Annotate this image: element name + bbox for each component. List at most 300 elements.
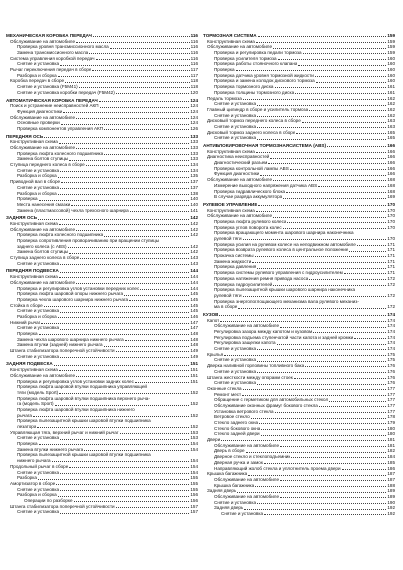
dot-leader [319, 406, 387, 407]
dot-leader [59, 277, 190, 278]
dot-leader [80, 258, 189, 259]
dot-leader [96, 59, 190, 60]
toc-page-number: 124 [190, 120, 198, 126]
toc-entry-title: ТОРМОЗНАЯ СИСТЕМА [203, 32, 257, 38]
toc-entry-title: Стойка в сборе [10, 302, 43, 308]
toc-entry [6, 208, 198, 214]
dot-leader [342, 469, 387, 470]
toc-page-number: 117 [190, 72, 198, 78]
dot-leader [104, 129, 189, 130]
toc-entry-title: ПЕРЕДНЯЯ ПОДВЕСКА [6, 268, 59, 274]
toc-page-number: 135 [190, 173, 198, 179]
dot-leader [69, 253, 189, 254]
toc-entry-title: Замена (пластмассовой) чехла трехосного шарнира [17, 207, 129, 213]
toc-page-number: 168 [387, 182, 395, 188]
dot-leader [238, 308, 386, 309]
toc-entry-title: Прокачка системы [214, 253, 254, 259]
toc-entry-title: АВТОМАТИЧЕСКАЯ КОРОБКА ПЕРЕДАЧ [6, 97, 98, 103]
dot-leader [273, 217, 386, 218]
dot-leader [120, 433, 190, 434]
toc-entry-title: Проверка усилия на рулевом колесе на неподвижном автомобиле [214, 241, 356, 247]
toc-page-number: 177 [387, 391, 395, 397]
toc-entry-title: Проверка и регулировка углов установки задних колес [17, 378, 134, 384]
toc-entry-title: Конструктивная схема [207, 207, 255, 213]
dot-leader [60, 65, 190, 66]
dot-leader [275, 87, 387, 88]
toc-page-number: 133 [190, 156, 198, 162]
toc-page-number: 145 [190, 302, 198, 308]
toc-entry-title: Замена болтов ступицы [17, 249, 69, 255]
dot-leader [104, 154, 189, 155]
toc-entry-title: Дверка наливной горловины топливного бака [207, 363, 305, 369]
toc-entry-title: Основные проверки [17, 120, 60, 126]
toc-entry-title: Двери [207, 437, 221, 443]
dot-leader [246, 452, 387, 453]
toc-page-number: 116 [190, 50, 198, 56]
dot-leader [268, 163, 386, 164]
toc-page-number: 126 [190, 125, 198, 131]
toc-entry-title: Снятие и установка [17, 435, 60, 441]
dot-leader [38, 479, 189, 480]
toc-page-number: 140 [190, 201, 198, 207]
dot-leader [257, 116, 386, 117]
dot-leader [52, 461, 190, 462]
toc-entry-title: Проверка пылезащитной крышки шарового шарнира наконечника [214, 287, 356, 293]
toc-entry [6, 126, 198, 132]
toc-entry-title: Снятие и установка [17, 260, 60, 266]
toc-entry-title: Проверка контрольной лампы ABS [214, 165, 289, 171]
toc-page-number: 137 [190, 179, 198, 185]
toc-entry-title: Снятие и установка [214, 123, 257, 129]
toc-page-number: 148 [190, 336, 198, 342]
toc-page-number: 160 [387, 61, 395, 67]
dot-leader [257, 127, 386, 128]
toc-page-number: 133 [190, 133, 198, 139]
toc-entry-title: Дверная ручка и замок [214, 459, 263, 465]
toc-entry-title: Конструктивная схема [10, 220, 58, 226]
toc-entry [6, 90, 198, 96]
toc-entry-title: Крылья [207, 351, 224, 357]
toc-page-number: 144 [190, 279, 198, 285]
toc-page-number: 176 [387, 363, 395, 369]
dot-leader [41, 323, 189, 324]
toc-page-number: 154 [190, 441, 198, 447]
toc-page-number: 118 [190, 84, 198, 90]
dot-leader [55, 405, 190, 406]
toc-page-number: 145 [190, 308, 198, 314]
toc-page-number: 116 [190, 55, 198, 61]
dot-leader [60, 473, 189, 474]
toc-page-number: 172 [387, 275, 395, 281]
toc-entry-title: ЗАДНЯЯ ПОДВЕСКА [6, 361, 53, 367]
dot-leader [58, 194, 190, 195]
toc-page-number: 133 [190, 145, 198, 151]
toc-page-number: 170 [387, 213, 395, 219]
toc-page-number: 170 [387, 224, 395, 230]
toc-entry-title: Обслуживание на автомобиле [10, 226, 76, 232]
dot-leader [309, 279, 386, 280]
dot-leader [344, 273, 387, 274]
dot-leader [58, 76, 190, 77]
toc-entry-title: Регулировка защелки капота [214, 340, 276, 346]
dot-leader [255, 256, 387, 257]
toc-page-number: 124 [190, 97, 198, 103]
toc-entry-title: Амортизатор в сборе [10, 480, 56, 486]
toc-entry-title: Обслуживание на автомобиле [207, 177, 273, 183]
dot-leader [273, 180, 386, 181]
toc-entry-title: Приводной вал в сборе [10, 179, 61, 185]
toc-entry-title: МЕХАНИЧЕСКАЯ КОРОБКА ПЕРЕДАЧ [6, 32, 92, 38]
toc-page-number: 169 [387, 194, 395, 200]
toc-entry-title: Проверка возврата рулевого колеса в центральное положение [214, 247, 349, 253]
toc-entry [203, 511, 395, 517]
toc-page-number: 161 [387, 84, 395, 90]
toc-page-number: 174 [387, 317, 395, 323]
toc-entry-title: Измерение выходного напряжения датчика ABS [214, 182, 318, 188]
dot-leader [93, 36, 190, 37]
toc-entry-title: Дверь в сборе [214, 448, 245, 454]
toc-entry-title: Снятие и установка [17, 469, 60, 475]
dot-leader [60, 312, 189, 313]
toc-entry-title: Обслуживание на автомобиле [214, 476, 280, 482]
dot-leader [56, 484, 189, 485]
dot-leader [58, 317, 190, 318]
toc-page-number: 155 [190, 480, 198, 486]
toc-entry-title: Проверка пылезащитной крышки шаровой втулки подшипника [17, 418, 151, 424]
toc-entry-title: заднего колеса (с ABS) [17, 243, 67, 249]
toc-entry-title: Регулировка зазора между капотом и кузовом [214, 329, 313, 335]
toc-page-number: 163 [387, 123, 395, 129]
dot-leader [39, 444, 190, 445]
dot-leader [303, 53, 387, 54]
dot-leader [237, 492, 386, 493]
toc-entry-title: Проверка вращающего момента шарового шарнира наконечника [214, 230, 354, 236]
dot-leader [140, 289, 189, 290]
toc-entry-title: Замена чехла шарового шарнира нижнего рычага [17, 336, 124, 342]
toc-entry-title: Педаль тормоза [207, 95, 242, 101]
toc-entry [203, 194, 395, 200]
toc-entry-title: Проверка люфта шаровой втулки подшипника управляющей [17, 384, 147, 390]
toc-entry-title: Проверка люфта колесного подшипника [17, 232, 104, 238]
dot-leader [224, 355, 386, 356]
dot-leader [58, 177, 190, 178]
toc-entry-title: Ветровое стекло [214, 414, 250, 420]
toc-entry-title: Конструктивная схема [207, 148, 255, 154]
toc-page-number: 192 [387, 505, 395, 511]
toc-page-number: 155 [190, 486, 198, 492]
toc-page-number: 116 [190, 32, 198, 38]
toc-entry [6, 354, 198, 360]
toc-entry-title: ма в сборе [214, 304, 238, 310]
toc-entry-title: Задняя дверь [214, 505, 244, 511]
toc-page-number: 117 [190, 67, 198, 73]
toc-entry-title: Проверка компонентов управления АКП [17, 125, 103, 131]
dot-leader [252, 262, 386, 263]
dot-leader [116, 93, 190, 94]
toc-entry-title: РУЛЕВОЕ УПРАВЛЕНИЕ [203, 201, 258, 207]
toc-page-number: 165 [387, 129, 395, 135]
dot-leader [100, 107, 190, 108]
toc-entry-title: Снятие и установка [17, 61, 60, 67]
dot-leader [280, 497, 386, 498]
dot-leader [84, 450, 189, 451]
toc-entry-title: Конструктивная схема [10, 367, 58, 373]
toc-page-number: 142 [190, 249, 198, 255]
dot-leader [60, 272, 189, 273]
toc-entry-title: Капот [207, 317, 220, 323]
toc-entry-title: рычага [17, 412, 32, 418]
dot-leader [357, 245, 386, 246]
toc-page-number: 176 [387, 380, 395, 386]
toc-entry-title: Снятие и установка [17, 353, 60, 359]
toc-entry-title: Задняя дверь [207, 488, 237, 494]
dot-leader [280, 446, 386, 447]
toc-entry-title: Штанга стабилизатора поперечной устойчивости [10, 503, 115, 509]
toc-entry-title: Обслуживание на автомобиле [10, 145, 76, 151]
toc-page-number: 149 [190, 353, 198, 359]
dot-leader [309, 110, 386, 111]
dot-leader [110, 48, 190, 49]
dot-leader [257, 349, 386, 350]
toc-page-number: 171 [387, 258, 395, 264]
toc-entry-title: Проверка системы рулевого управления с гидроусилителем [214, 270, 343, 276]
toc-page-number: 147 [190, 319, 198, 325]
dot-leader [68, 247, 190, 248]
toc-entry-title: Дисковый тормоз переднего колеса в сборе [207, 118, 301, 124]
toc-page-number: 153 [190, 429, 198, 435]
dot-leader [59, 393, 189, 394]
toc-page-number: 152 [190, 424, 198, 430]
dot-leader [260, 175, 386, 176]
toc-page-number: 170 [387, 201, 395, 207]
toc-entry-title: Обслуживание на автомобиле [207, 44, 273, 50]
toc-page-number: 152 [190, 401, 198, 407]
dot-leader [65, 82, 190, 83]
toc-entry-title: Операции по разборке [24, 497, 73, 503]
toc-page-number: 172 [387, 281, 395, 287]
dot-leader [302, 122, 387, 123]
dot-leader [305, 366, 386, 367]
toc-entry-title: Диагностический разъем [214, 160, 268, 166]
toc-page-number: 174 [387, 340, 395, 346]
toc-entry-title: Замена болтов ступицы [17, 156, 69, 162]
toc-entry-title: Проверка натяжения ремня привода насоса [214, 275, 309, 281]
dot-leader [244, 509, 386, 510]
toc-page-number: 133 [190, 139, 198, 145]
dot-leader [261, 429, 386, 430]
toc-page-number: 181 [387, 442, 395, 448]
dot-leader [89, 53, 189, 54]
toc-page-number: 157 [190, 509, 198, 515]
dot-leader [69, 160, 189, 161]
dot-leader [256, 152, 387, 153]
dot-leader [315, 76, 386, 77]
toc-page-number: 124 [190, 108, 198, 114]
toc-page-number: 162 [387, 106, 395, 112]
dot-leader [44, 306, 190, 307]
dot-leader [243, 389, 387, 390]
toc-page-number: 166 [387, 154, 395, 160]
toc-page-number: 154 [190, 458, 198, 464]
toc-entry-title: Разборка и сборка [17, 313, 57, 319]
toc-page-number: 178 [387, 414, 395, 420]
toc-entry-title: га (модель Sport) [17, 401, 54, 407]
toc-entry-title: Замена жидкости [214, 258, 252, 264]
toc-page-number: 145 [190, 291, 198, 297]
toc-page-number: 146 [190, 313, 198, 319]
toc-page-number: 142 [190, 220, 198, 226]
dot-leader [275, 412, 387, 413]
toc-page-number: 189 [387, 493, 395, 499]
dot-leader [283, 228, 387, 229]
toc-entry-title: Управляющая тяга, верхний рычаг и нижний рычаг [10, 429, 119, 435]
toc-entry-title: Штанга стабилизатора поперечной устойчивости [10, 348, 115, 354]
toc-page-number: 134 [190, 162, 198, 168]
toc-page-number: 185 [387, 459, 395, 465]
toc-entry-title: Коробка передач в сборе [10, 78, 65, 84]
toc-entry-title: Обслуживание оконных фрамуг бокового стекла [214, 402, 318, 408]
toc-page-number: 162 [387, 112, 395, 118]
dot-leader [270, 158, 386, 159]
toc-page-number: 142 [190, 215, 198, 221]
dot-leader [295, 93, 386, 94]
dot-leader [277, 344, 387, 345]
dot-leader [59, 224, 190, 225]
toc-entry-title: Снятие и установка [17, 325, 60, 331]
dot-leader [296, 133, 386, 134]
toc-entry-title: Направляющий жолоб стекла и уплотнитель проема двери [214, 465, 341, 471]
toc-entry-title: Проверка давления [214, 264, 257, 270]
dot-leader [349, 251, 386, 252]
dot-leader [39, 334, 190, 335]
toc-entry-title: Дисковый тормоз заднего колеса в сборе [207, 129, 296, 135]
toc-entry-title: Проверка и регулировка педали тормоза [214, 50, 302, 56]
toc-page-number: 170 [387, 236, 395, 242]
toc-page-number: 142 [190, 243, 198, 249]
toc-entry-title: Обслуживание на автомобиле [10, 114, 76, 120]
dot-leader [37, 427, 189, 428]
dot-leader [286, 192, 386, 193]
dot-leader [33, 416, 189, 417]
dot-leader [256, 42, 387, 43]
toc-page-number: 165 [387, 135, 395, 141]
dot-leader [60, 490, 189, 491]
toc-page-number: 171 [387, 247, 395, 253]
toc-entry [6, 509, 198, 515]
dot-leader [59, 370, 190, 371]
toc-page-number: 159 [387, 38, 395, 44]
toc-entry-title: Снятие и установка [214, 368, 257, 374]
toc-entry-title: Поиск и устранение неисправностей АКП [10, 103, 99, 109]
dot-leader [290, 169, 387, 170]
dot-leader [313, 332, 386, 333]
dot-leader [264, 463, 387, 464]
toc-page-number: 142 [190, 226, 198, 232]
dot-leader [257, 105, 386, 106]
toc-entry-title: Замена втулки (задней) нижнего рычага [17, 342, 103, 348]
toc-entry-title: Система управления коробкой передач [10, 55, 95, 61]
toc-entry-title: Проверка датчика уровня тормозной жидкости [214, 72, 314, 78]
dot-leader [264, 514, 386, 515]
dot-leader [329, 401, 386, 402]
dot-leader [294, 378, 387, 379]
dot-leader [255, 486, 386, 487]
dot-leader [257, 361, 386, 362]
dot-leader [60, 171, 189, 172]
toc-page-number: 180 [387, 425, 395, 431]
toc-entry-title: Обслуживание на автомобиле [214, 493, 280, 499]
dot-leader [99, 101, 190, 102]
toc-page-number: 166 [387, 171, 395, 177]
toc-page-number: 171 [387, 253, 395, 259]
toc-page-number: 154 [190, 446, 198, 452]
toc-page-number: 177 [387, 397, 395, 403]
toc-page-number: 179 [387, 420, 395, 426]
dot-leader [280, 327, 386, 328]
dot-leader [76, 283, 189, 284]
toc-page-number: 171 [387, 241, 395, 247]
toc-entry-title: Обслуживание на автомобиле [10, 279, 76, 285]
toc-entry-title: Снятие и установка [17, 486, 60, 492]
toc-page-number: 161 [387, 89, 395, 95]
toc-page-number: 163 [387, 118, 395, 124]
toc-page-number: 174 [387, 334, 395, 340]
dot-leader [261, 435, 387, 436]
toc-page-number: 186 [387, 465, 395, 471]
dot-leader [60, 357, 189, 358]
dot-leader [74, 501, 190, 502]
toc-entry-title: Проверка уровня трансмиссионного масла [17, 44, 109, 50]
toc-page-number: 172 [387, 304, 395, 310]
dot-leader [116, 351, 190, 352]
toc-entry-title: Разборка и сборка [17, 190, 57, 196]
dot-leader [257, 139, 386, 140]
toc-page-number: 137 [190, 184, 198, 190]
dot-leader [236, 70, 387, 71]
dot-leader [259, 423, 386, 424]
toc-page-number: 162 [387, 101, 395, 107]
toc-page-number: 152 [190, 412, 198, 418]
toc-entry-title: Проверка и регулировка углов установки передних колес [17, 285, 140, 291]
toc-page-number: 160 [387, 72, 395, 78]
toc-page-number: 177 [387, 385, 395, 391]
dot-leader [248, 475, 386, 476]
dot-leader [60, 329, 189, 330]
toc-page-number: 141 [190, 207, 198, 213]
dot-leader [39, 200, 190, 201]
toc-page-number: 181 [387, 437, 395, 443]
dot-leader [354, 338, 386, 339]
toc-entry-title: Ступица заднего колеса в сборе [10, 255, 80, 261]
dot-leader [92, 70, 189, 71]
toc-entry-title: Конструктивная схема [207, 38, 255, 44]
toc-entry-title: Проверка люфта шаровой опоры нижнего рычага [17, 291, 124, 297]
dot-leader [60, 513, 189, 514]
toc-entry-title: Проверка люфта шаровой втулки подшипника верхнего рыча- [17, 395, 150, 401]
toc-page-number: 176 [387, 368, 395, 374]
toc-page-number: 189 [387, 488, 395, 494]
toc-page-number: 156 [190, 492, 198, 498]
toc-page-number: 160 [387, 55, 395, 61]
toc-page-number: 151 [190, 378, 198, 384]
toc-entry-title: Обслуживание на автомобиле [10, 372, 76, 378]
dot-leader [60, 264, 189, 265]
toc-page-number: 143 [190, 260, 198, 266]
toc-page-number: 182 [387, 448, 395, 454]
toc-entry-title: лезатора [17, 424, 37, 430]
dot-leader [76, 376, 189, 377]
dot-leader [242, 395, 386, 396]
